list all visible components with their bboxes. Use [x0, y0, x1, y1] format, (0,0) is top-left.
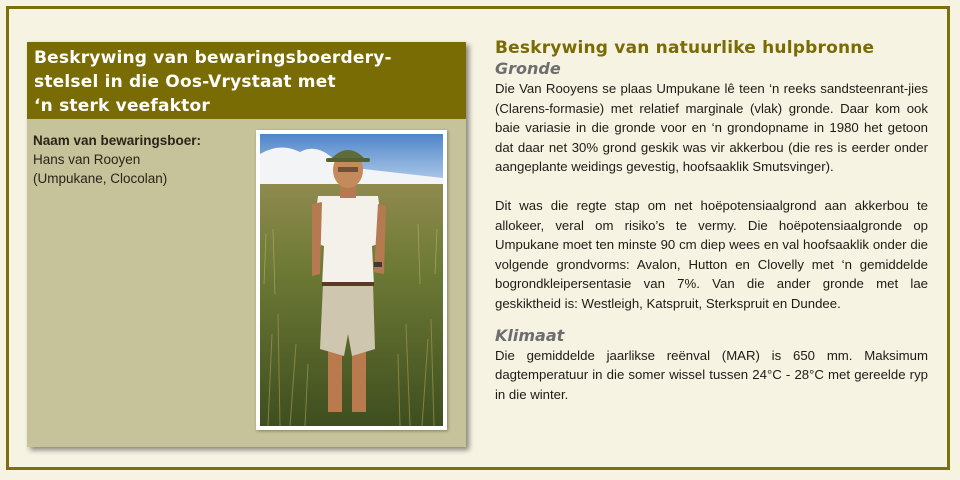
farmer-label: Naam van bewaringsboer:	[33, 133, 202, 148]
farmer-location: (Umpukane, Clocolan)	[33, 171, 168, 186]
farmer-photo	[256, 130, 447, 430]
climate-paragraph: Die gemiddelde jaarlikse reënval (MAR) is 650 mm. Maksimum dagtemperatuur in die somer wissel tussen 24°C - 28°C met gereelde ryp in die winter.	[495, 347, 928, 402]
paragraph-spacer	[495, 177, 928, 196]
section-title: Beskrywing van natuurlike hulpbronne	[495, 38, 875, 58]
farmer-name: Hans van Rooyen	[33, 152, 141, 167]
soils-paragraph: Die Van Rooyens se plaas Umpukane lê teen ‘n reeks sandsteenrant-jies (Clarens-formasie) met relatief marginale (vlak) gronde. Daar kom ook baie variasie in die gronde voor en ‘n grondopname in 1980 het getoon dat daar net 30% grond geskik was vir akkerbou (die res is eerder onder aangeplante weidings gevestig, hoofsaaklik Smutsvinger).	[495, 81, 928, 175]
profile-title-line: Beskrywing van bewaringsboerdery-	[34, 48, 392, 68]
soils-paragraph: Dit was die regte stap om net hoëpotensiaalgrond aan akkerbou te allokeer, veral om risiko’s te vermy. Die hoëpotensiaalgronde op Umpukane moet ten minste 90 cm diep wees en val hoofsaaklik onder die volgende grondvorms: Avalon, Hutton en Clovelly met ‘n gemiddelde bogrondkleipersentasie van 7%. Van die ander gronde met lae geskiktheid is: Westleigh, Katspruit, Sterkspruit en Dundee.	[495, 197, 928, 311]
natural-resources-column	[495, 37, 928, 404]
subheading-soils: Gronde	[495, 59, 561, 78]
farmer-info	[33, 131, 243, 188]
profile-title-line: stelsel in die Oos-Vrystaat met	[34, 72, 336, 92]
section-spacer	[495, 314, 928, 326]
profile-title-line: ‘n sterk veefaktor	[34, 96, 210, 116]
profile-title	[34, 46, 460, 118]
subheading-climate: Klimaat	[495, 325, 565, 345]
farmer-photo-image	[260, 134, 443, 426]
profile-header	[27, 42, 466, 119]
